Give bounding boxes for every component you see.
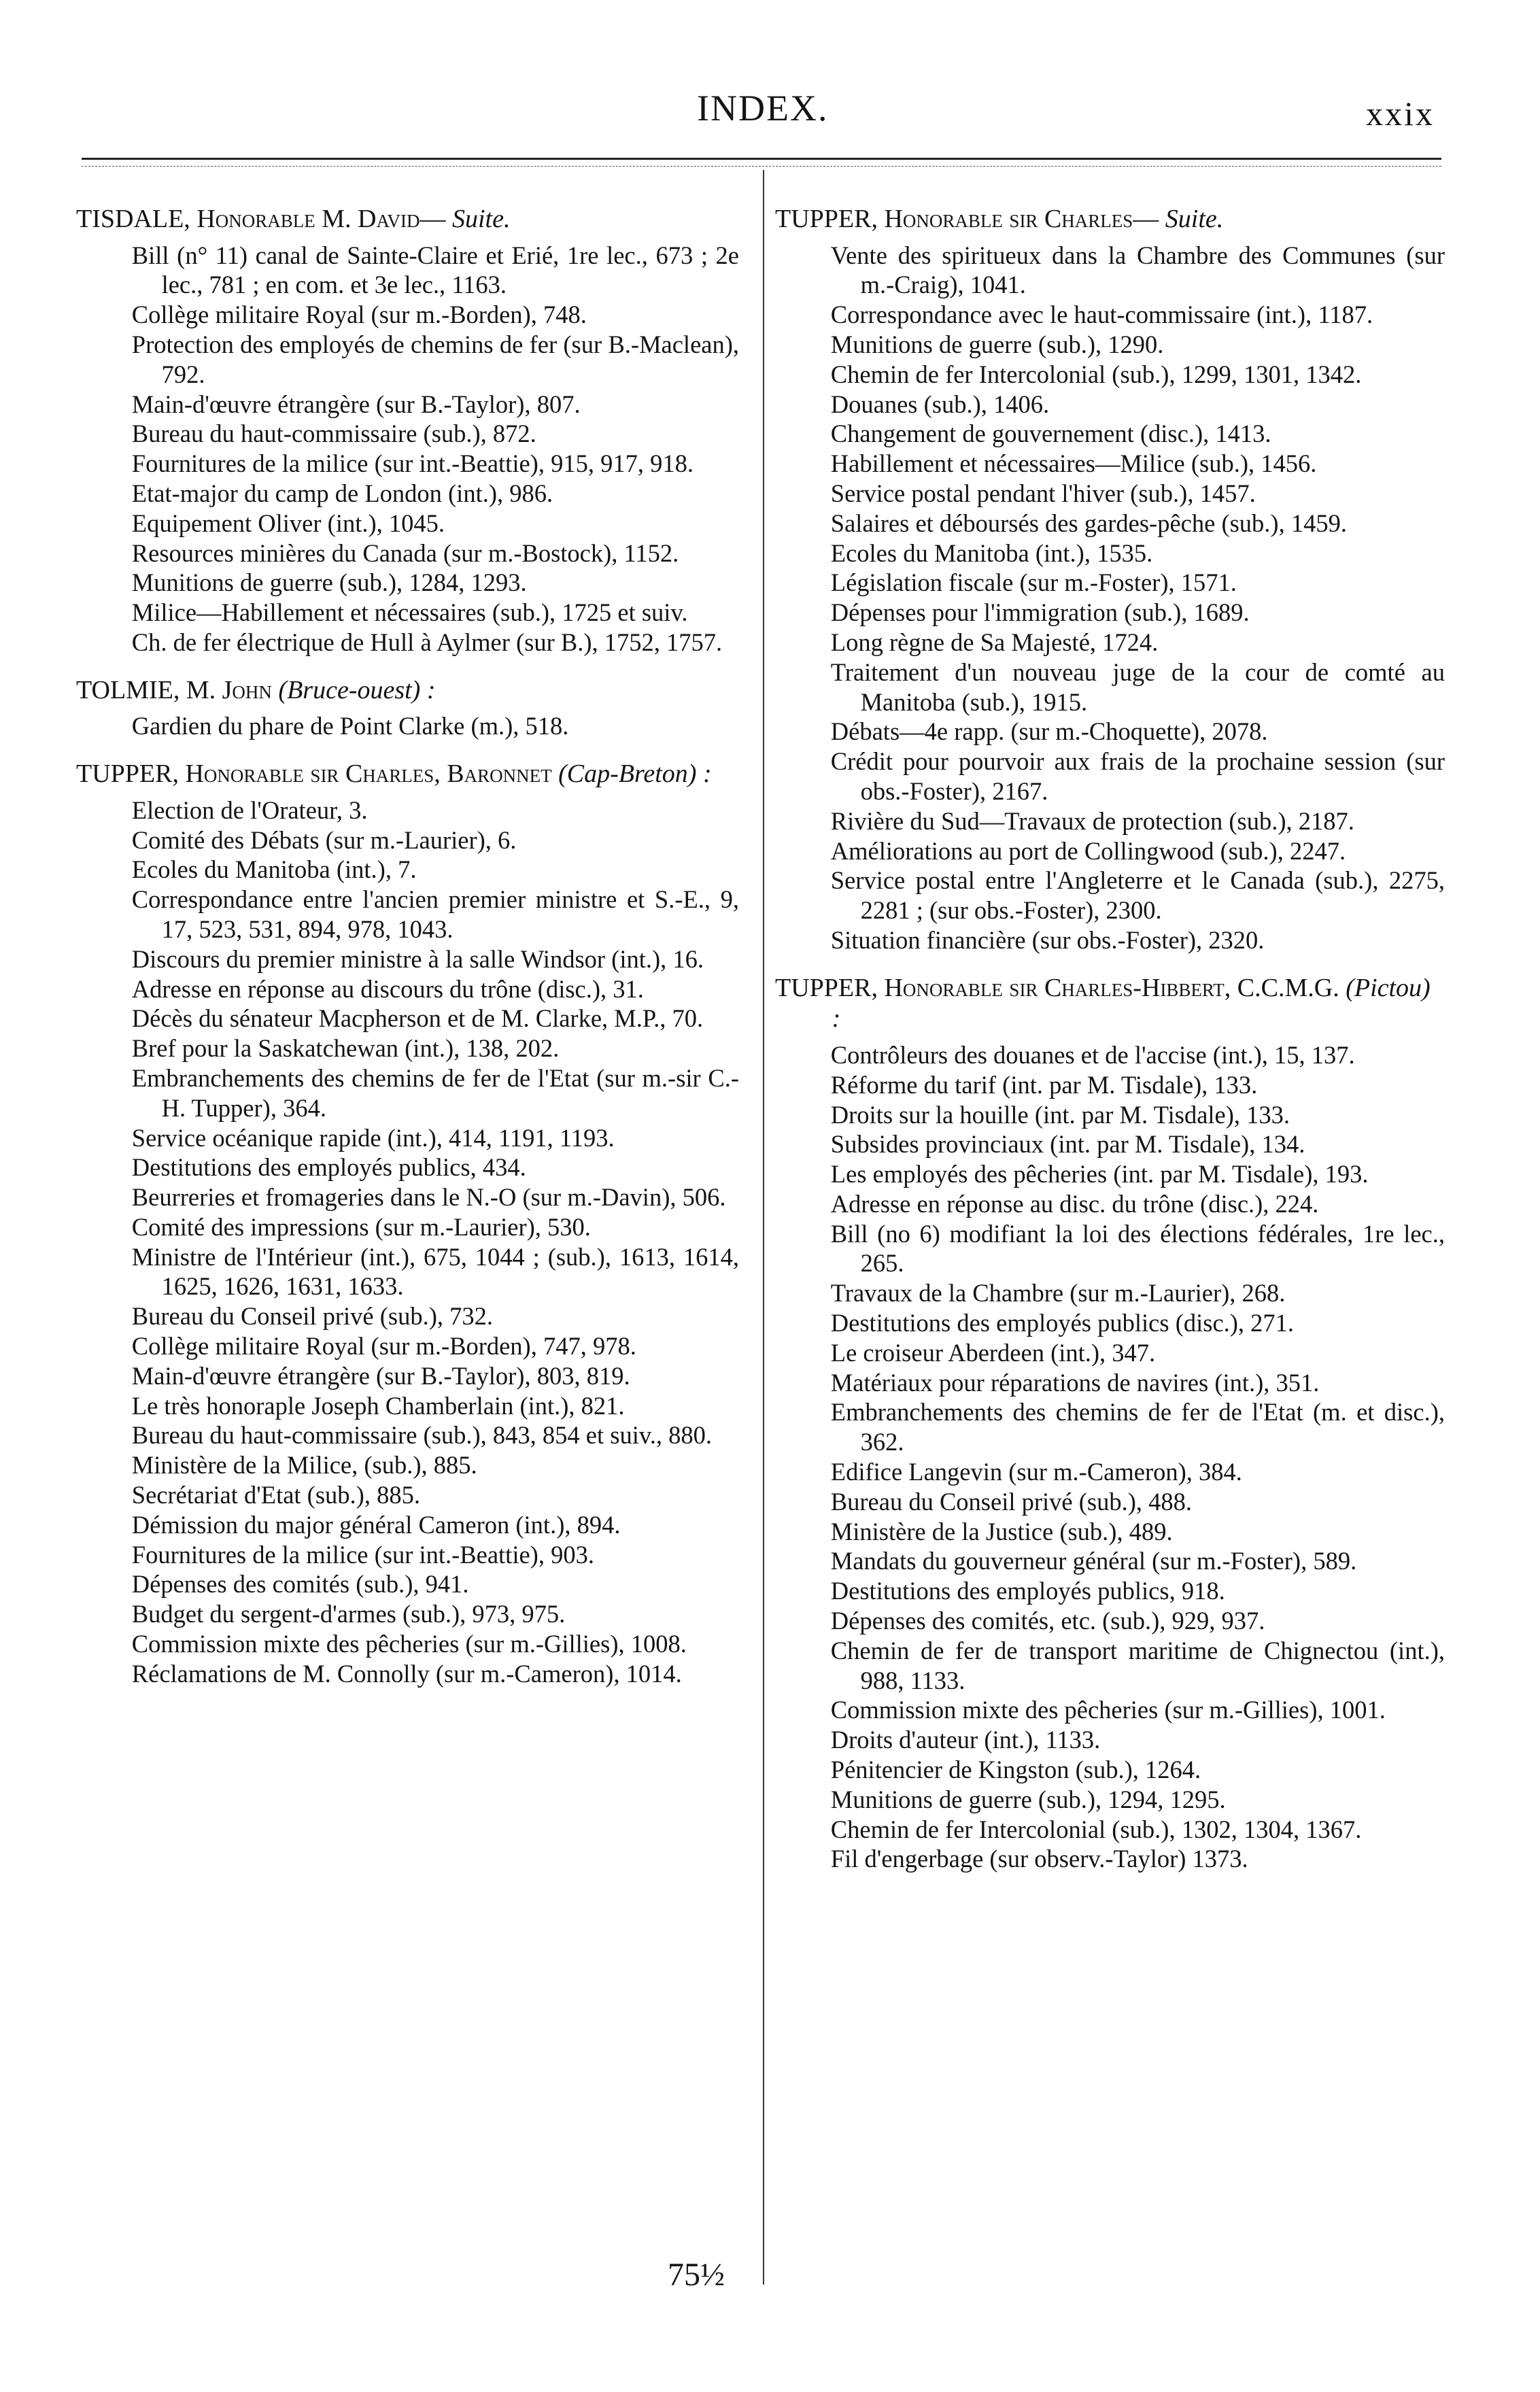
index-entry: Législation fiscale (sur m.-Foster), 1571. <box>830 568 1237 597</box>
index-entry: Equipement Oliver (int.), 1045. <box>131 509 445 537</box>
index-entry: Correspondance avec le haut-commissaire (int.), 1187. <box>830 301 1373 329</box>
index-entry: Beurreries et fromageries dans le N.-O (sur m.-Davin), 506. <box>131 1183 726 1212</box>
index-entry: Ministre de l'Intérieur (int.), 675, 1044 ; (sub.), 1613, 1614, 1625, 1626, 1631, 1633. <box>131 1242 739 1301</box>
section-heading <box>775 973 1445 1035</box>
index-entry: Subsides provinciaux (int. par M. Tisdale), 134. <box>830 1130 1305 1159</box>
index-entry: Budget du sergent-d'armes (sub.), 973, 975. <box>131 1600 566 1628</box>
index-entry: Droits sur la houille (int. par M. Tisdale), 133. <box>830 1100 1290 1129</box>
index-entry: Fil d'engerbage (sur observ.-Taylor) 1373. <box>830 1845 1248 1873</box>
index-entry: Situation financière (sur obs.-Foster), 2320. <box>830 925 1265 954</box>
index-entry: Améliorations au port de Collingwood (sub.), 2247. <box>830 836 1346 865</box>
index-entry: Service postal entre l'Angleterre et le Canada (sub.), 2275, 2281 ; (sur obs.-Foster), 2300. <box>830 866 1445 925</box>
member-suffix: (Pictou) : <box>832 973 1431 1033</box>
page-number: xxix <box>1366 95 1435 133</box>
index-entry: Munitions de guerre (sub.), 1290. <box>830 330 1164 358</box>
index-entry: Commission mixte des pêcheries (sur m.-Gillies), 1001. <box>830 1696 1386 1724</box>
index-entry: Bureau du haut-commissaire (sub.), 872. <box>131 420 536 448</box>
index-entry: Droits d'auteur (int.), 1133. <box>830 1726 1101 1754</box>
index-entry: Chemin de fer Intercolonial (sub.), 1302, 1304, 1367. <box>830 1815 1362 1843</box>
index-entry: Secrétariat d'Etat (sub.), 885. <box>131 1481 420 1509</box>
index-entry: Comité des Débats (sur m.-Laurier), 6. <box>131 825 517 854</box>
member-title: Honorable sir Charles— <box>884 205 1159 233</box>
member-name: TUPPER, <box>76 759 179 789</box>
member-title: Honorable sir Charles, Baronnet <box>185 759 552 789</box>
index-entry: Traitement d'un nouveau juge de la cour de comté au Manitoba (sub.), 1915. <box>830 657 1445 716</box>
index-entry: Dépenses pour l'immigration (sub.), 1689. <box>830 598 1250 627</box>
section-heading <box>76 204 739 235</box>
index-entry: Le croiseur Aberdeen (int.), 347. <box>830 1338 1156 1367</box>
index-entry: Mandats du gouverneur général (sur m.-Foster), 589. <box>830 1547 1357 1575</box>
index-entry: Démission du major général Cameron (int.), 894. <box>131 1510 621 1539</box>
page-header <box>0 87 1540 135</box>
index-entry: Ecoles du Manitoba (int.), 1535. <box>830 539 1153 567</box>
index-entry: Service postal pendant l'hiver (sub.), 1457. <box>830 479 1256 507</box>
index-entry: Bureau du Conseil privé (sub.), 732. <box>131 1302 493 1331</box>
index-entry: Bref pour la Saskatchewan (int.), 138, 202. <box>131 1034 560 1063</box>
index-section <box>775 204 1445 955</box>
index-entry: Destitutions des employés publics, 434. <box>131 1153 526 1182</box>
index-entry: Dépenses des comités, etc. (sub.), 929, 937. <box>830 1607 1265 1635</box>
member-name: TISDALE, <box>76 205 190 233</box>
index-entry: Chemin de fer de transport maritime de Chignectou (int.), 988, 1133. <box>830 1636 1445 1694</box>
index-entry: Crédit pour pourvoir aux frais de la prochaine session (sur obs.-Foster), 2167. <box>830 747 1445 805</box>
index-entry: Habillement et nécessaires—Milice (sub.), 1456. <box>830 449 1317 478</box>
left-column <box>76 204 739 1707</box>
index-entry: Fournitures de la milice (sur int.-Beattie), 903. <box>131 1540 594 1569</box>
index-section <box>76 675 739 741</box>
member-suffix: (Cap-Breton) : <box>558 759 712 789</box>
index-entry: Edifice Langevin (sur m.-Cameron), 384. <box>830 1458 1242 1486</box>
index-entry: Ministère de la Justice (sub.), 489. <box>830 1517 1173 1545</box>
index-entry: Changement de gouvernement (disc.), 1413. <box>830 420 1271 448</box>
section-heading <box>76 759 739 790</box>
index-entry: Bureau du Conseil privé (sub.), 488. <box>830 1487 1192 1516</box>
section-heading <box>76 675 739 706</box>
index-entry: Ministère de la Milice, (sub.), 885. <box>131 1451 477 1480</box>
index-entry: Etat-major du camp de London (int.), 986. <box>131 479 553 507</box>
index-entry: Munitions de guerre (sub.), 1284, 1293. <box>131 568 527 597</box>
index-entry: Protection des employés de chemins de fer (sur B.-Maclean), 792. <box>131 330 739 388</box>
member-title: Honorable M. David— <box>196 205 446 233</box>
index-entry: Collège militaire Royal (sur m.-Borden), 748. <box>131 301 587 329</box>
index-entry: Les employés des pêcheries (int. par M. Tisdale), 193. <box>830 1160 1369 1189</box>
index-entry: Dépenses des comités (sub.), 941. <box>131 1570 469 1599</box>
index-entry: Vente des spiritueux dans la Chambre des Communes (sur m.-Craig), 1041. <box>830 241 1445 299</box>
index-entry: Adresse en réponse au discours du trône (disc.), 31. <box>131 974 644 1003</box>
index-entry: Matériaux pour réparations de navires (int.), 351. <box>830 1368 1320 1397</box>
header-rule <box>82 158 1441 160</box>
member-suffix: (Bruce-ouest) : <box>278 675 436 704</box>
index-entry: Bill (n° 11) canal de Sainte-Claire et Erié, 1re lec., 673 ; 2e lec., 781 ; en com. et 3e lec., 1163. <box>131 241 739 299</box>
index-entry: Fournitures de la milice (sur int.-Beattie), 915, 917, 918. <box>131 449 694 478</box>
index-entry: Adresse en réponse au disc. du trône (disc.), 224. <box>830 1189 1319 1218</box>
index-entry: Election de l'Orateur, 3. <box>131 796 368 824</box>
index-section <box>76 759 739 1689</box>
folio-number: 75½ <box>668 2257 725 2293</box>
index-entry: Réclamations de M. Connolly (sur m.-Cameron), 1014. <box>131 1659 682 1688</box>
index-entry: Service océanique rapide (int.), 414, 1191, 1193. <box>131 1123 615 1152</box>
index-entry: Munitions de guerre (sub.), 1294, 1295. <box>830 1785 1226 1813</box>
index-entry: Décès du sénateur Macpherson et de M. Clarke, M.P., 70. <box>131 1004 704 1033</box>
index-entry: Comité des impressions (sur m.-Laurier), 530. <box>131 1212 591 1241</box>
index-entry: Long règne de Sa Majesté, 1724. <box>830 628 1159 656</box>
member-name: TUPPER, <box>775 205 878 233</box>
index-entry: Bureau du haut-commissaire (sub.), 843, 854 et suiv., 880. <box>131 1421 713 1450</box>
index-entry: Resources minières du Canada (sur m.-Bostock), 1152. <box>131 539 679 567</box>
index-entry: Destitutions des employés publics, 918. <box>830 1577 1225 1605</box>
index-entry: Discours du premier ministre à la salle Windsor (int.), 16. <box>131 944 704 973</box>
member-title: M. John <box>186 675 272 704</box>
index-entry: Embranchements des chemins de fer de l'Etat (sur m.-sir C.-H. Tupper), 364. <box>131 1063 739 1122</box>
right-column <box>775 204 1445 1892</box>
index-entry: Gardien du phare de Point Clarke (m.), 518. <box>131 712 569 740</box>
index-entry: Main-d'œuvre étrangère (sur B.-Taylor), 803, 819. <box>131 1361 630 1390</box>
index-entry: Main-d'œuvre étrangère (sur B.-Taylor), 807. <box>131 390 581 418</box>
member-name: TUPPER, <box>775 973 878 1002</box>
index-entry: Correspondance entre l'ancien premier ministre et S.-E., 9, 17, 523, 531, 894, 978, 1043. <box>131 885 739 943</box>
index-entry: Milice—Habillement et nécessaires (sub.), 1725 et suiv. <box>131 598 688 627</box>
header-rule-dashed <box>82 166 1441 167</box>
index-entry: Rivière du Sud—Travaux de protection (sub.), 2187. <box>830 806 1354 835</box>
index-section <box>775 973 1445 1875</box>
page-title: INDEX. <box>697 88 829 129</box>
index-entry: Réforme du tarif (int. par M. Tisdale), 133. <box>830 1070 1258 1099</box>
index-entry: Travaux de la Chambre (sur m.-Laurier), 268. <box>830 1279 1286 1308</box>
index-entry: Collège militaire Royal (sur m.-Borden), 747, 978. <box>131 1332 636 1361</box>
index-entry: Chemin de fer Intercolonial (sub.), 1299, 1301, 1342. <box>830 360 1362 388</box>
section-heading <box>775 204 1445 235</box>
member-suffix: Suite. <box>1165 205 1224 233</box>
index-entry: Douanes (sub.), 1406. <box>830 390 1050 418</box>
index-entry: Débats—4e rapp. (sur m.-Choquette), 2078. <box>830 717 1268 746</box>
index-entry: Commission mixte des pêcheries (sur m.-Gillies), 1008. <box>131 1630 687 1658</box>
index-entry: Pénitencier de Kingston (sub.), 1264. <box>830 1756 1201 1784</box>
index-entry: Salaires et déboursés des gardes-pêche (sub.), 1459. <box>830 509 1347 537</box>
index-entry: Destitutions des employés publics (disc.), 271. <box>830 1309 1295 1337</box>
index-entry: Bill (no 6) modifiant la loi des élections fédérales, 1re lec., 265. <box>830 1219 1445 1278</box>
index-entry: Contrôleurs des douanes et de l'accise (int.), 15, 137. <box>830 1040 1355 1069</box>
member-suffix: Suite. <box>452 205 511 233</box>
index-section <box>76 204 739 657</box>
index-entry: Le très honoraple Joseph Chamberlain (int.), 821. <box>131 1391 625 1420</box>
index-entry: Embranchements des chemins de fer de l'Etat (m. et disc.), 362. <box>830 1398 1445 1456</box>
index-entry: Ecoles du Manitoba (int.), 7. <box>131 855 417 884</box>
column-divider <box>763 170 764 2285</box>
member-title: Honorable sir Charles-Hibbert, C.C.M.G. <box>884 973 1339 1002</box>
member-name: TOLMIE, <box>76 675 180 704</box>
index-entry: Ch. de fer électrique de Hull à Aylmer (sur B.), 1752, 1757. <box>131 628 723 656</box>
